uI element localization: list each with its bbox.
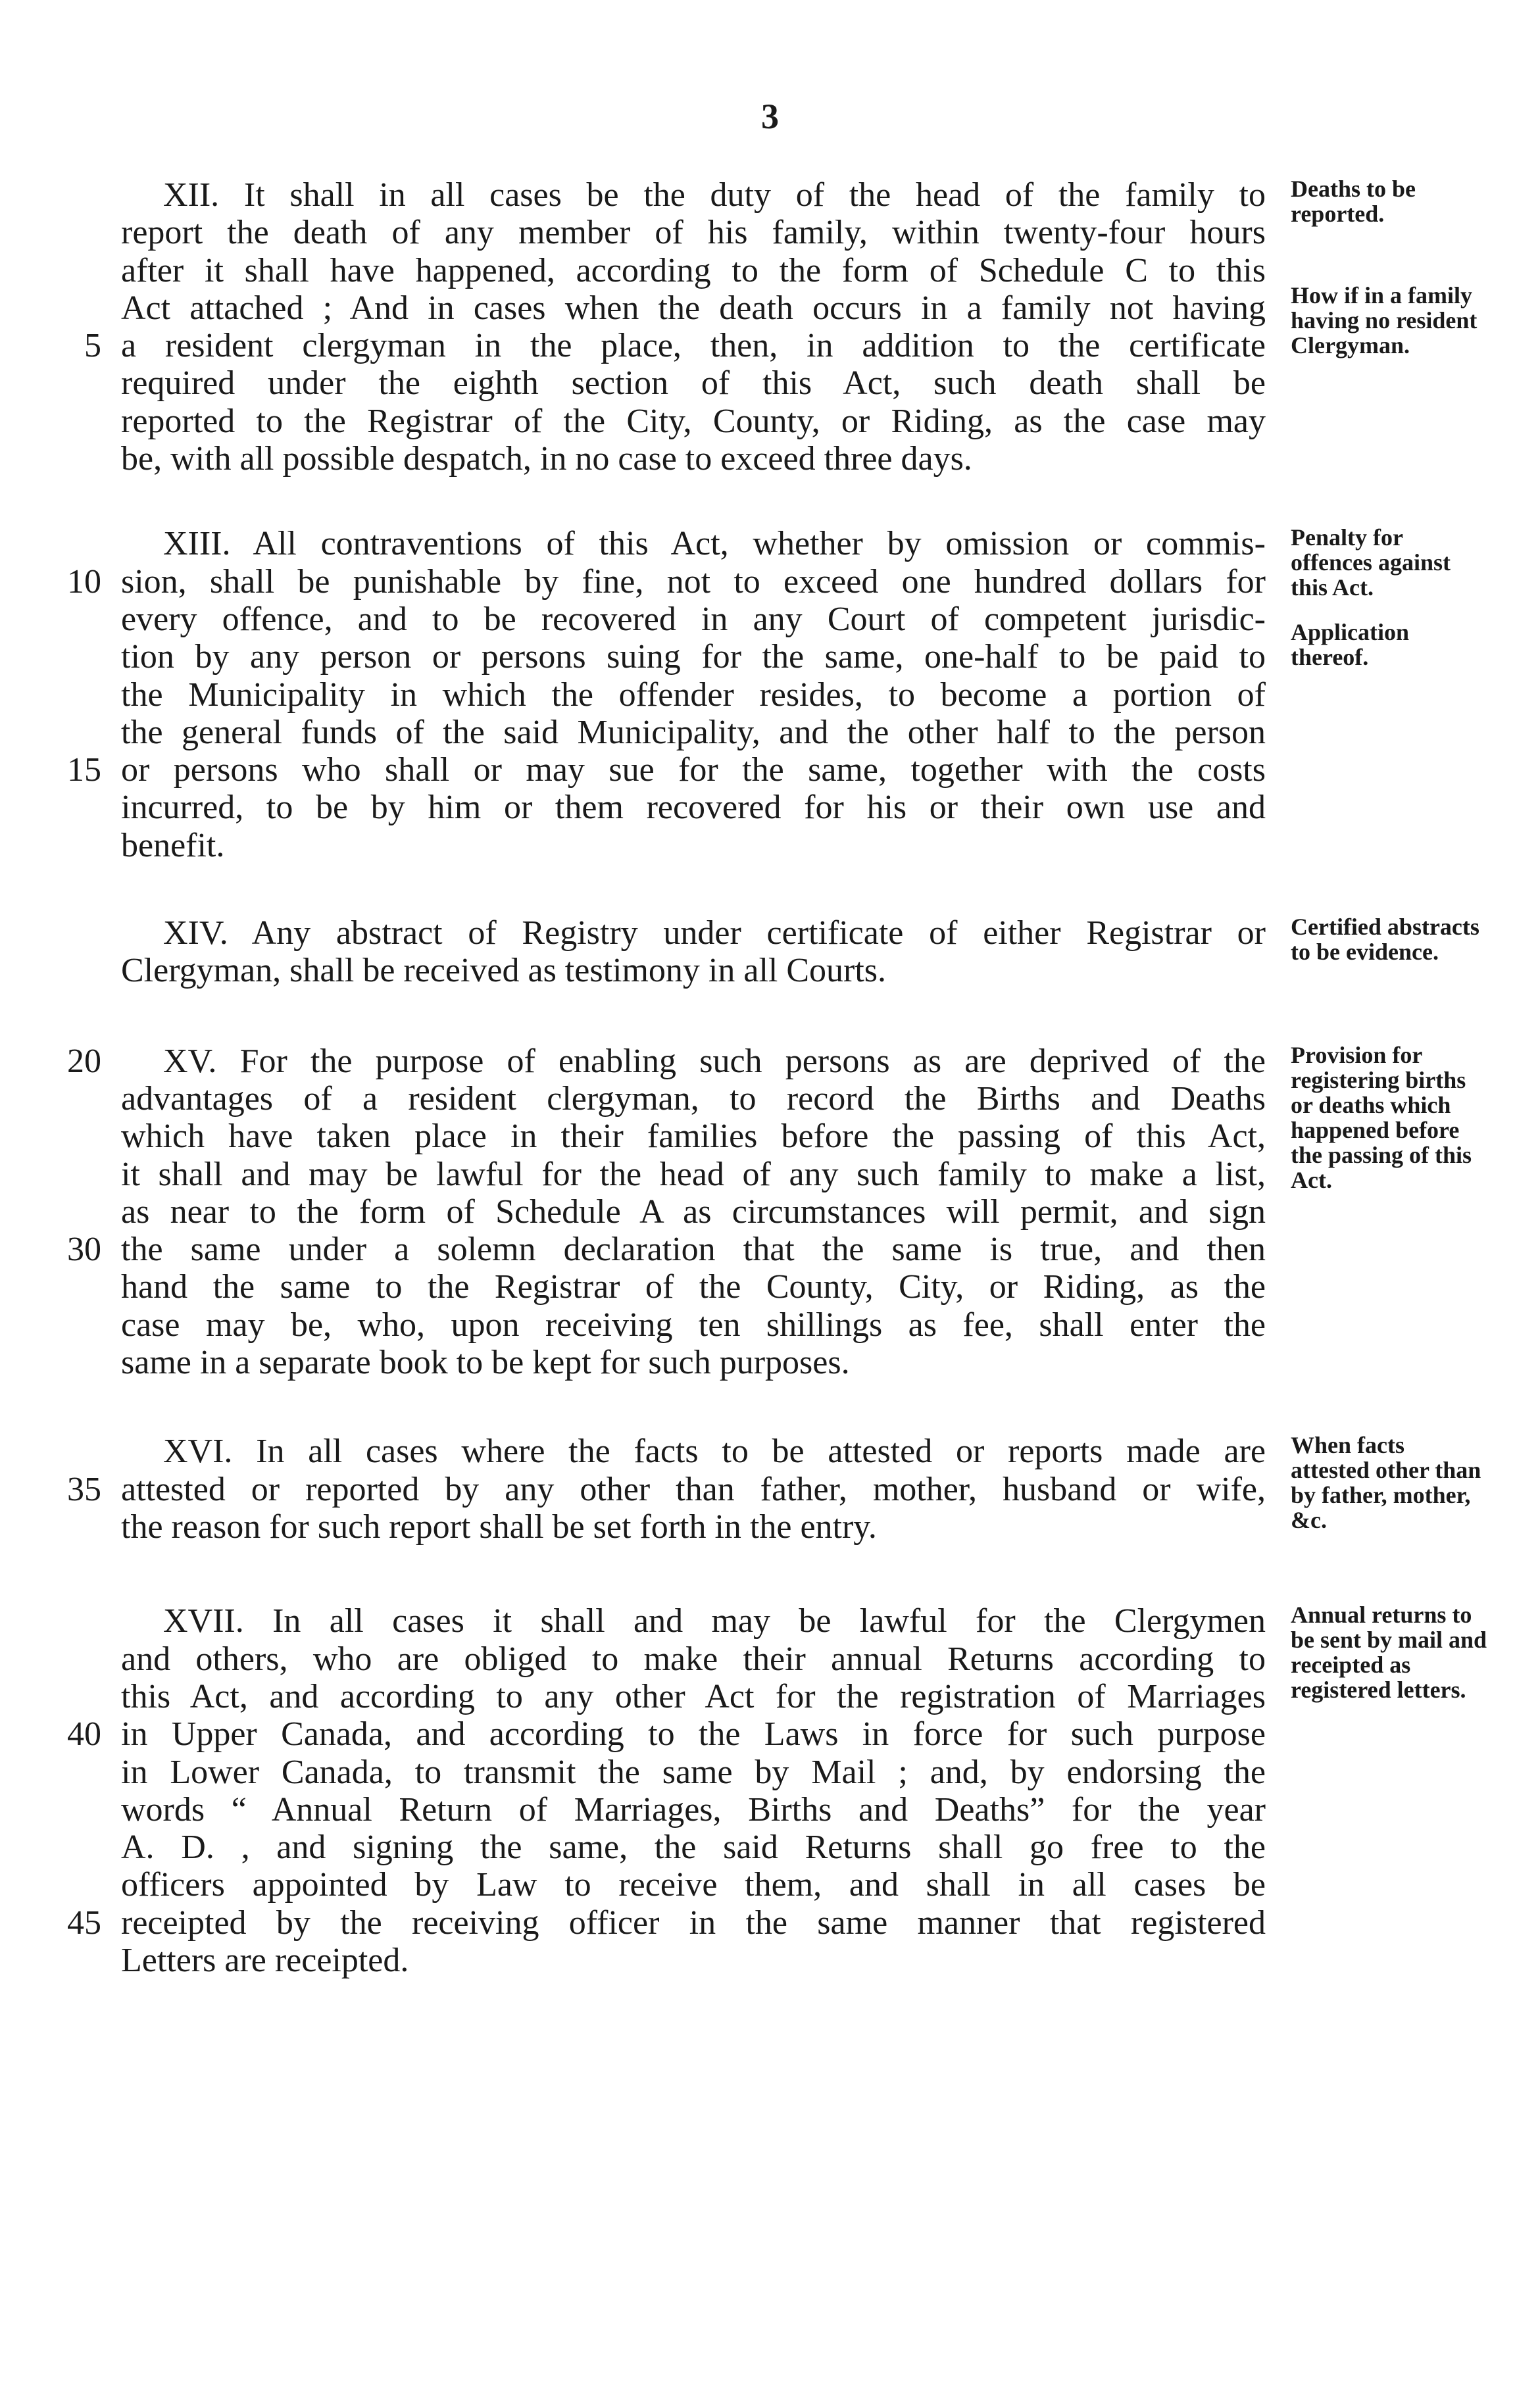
section-text xyxy=(67,1042,1266,1382)
marginal-note: Annual returns to be sent by mail and receipted as registered letters. xyxy=(1291,1602,1487,1704)
text-line: in Upper Canada, and according to the Laws in force for such purpose xyxy=(121,1715,1266,1754)
line-number: 40 xyxy=(67,1715,101,1754)
text-line: words “ Annual Return of Marriages, Births and Deaths” for the year xyxy=(121,1790,1266,1829)
line-number: 15 xyxy=(67,751,101,789)
text-line: tion by any person or persons suing for the same, one-half to be paid to xyxy=(121,638,1266,676)
text-line: same in a separate book to be kept for such purposes. xyxy=(121,1344,850,1382)
page-body xyxy=(67,176,1529,1979)
line-number: 45 xyxy=(67,1904,101,1942)
section-text xyxy=(67,525,1266,864)
text-line: XIV. Any abstract of Registry under certificate of either Registrar or xyxy=(163,914,1266,952)
text-line: XIII. All contraventions of this Act, whether by omission or commis- xyxy=(163,525,1266,563)
section-xiv xyxy=(121,914,1529,990)
section-xii xyxy=(84,176,1529,478)
text-line: required under the eighth section of this Act, such death shall be xyxy=(121,364,1266,403)
marginal-note: Certified abstracts to be evidence. xyxy=(1291,914,1479,966)
marginal-note: Application thereof. xyxy=(1291,619,1410,671)
text-line: incurred, to be by him or them recovered for his or their own use and xyxy=(121,789,1266,827)
text-line: after it shall have happened, according to the form of Schedule C to this xyxy=(121,251,1266,289)
marginal-note: Penalty for offences against this Act. xyxy=(1291,524,1451,601)
marginal-notes xyxy=(1291,525,1488,685)
marginal-notes xyxy=(1291,1602,1488,1718)
text-line: Act attached ; And in cases when the death occurs in a family not having xyxy=(121,289,1266,327)
text-line: this Act, and according to any other Act for the registration of Marriages xyxy=(121,1677,1266,1715)
text-line: A. D. , and signing the same, the said Returns shall go free to the xyxy=(121,1829,1266,1867)
section-xvi xyxy=(67,1432,1529,1548)
text-line: the Municipality in which the offender resides, to become a portion of xyxy=(121,676,1266,714)
section-xvii xyxy=(67,1602,1529,1979)
text-line: reported to the Registrar of the City, County, or Riding, as the case may xyxy=(121,402,1266,440)
text-line: officers appointed by Law to receive them, and shall in all cases be xyxy=(121,1866,1266,1904)
line-number: 35 xyxy=(67,1470,101,1508)
line-number: 20 xyxy=(67,1042,101,1080)
marginal-notes xyxy=(1291,1043,1488,1208)
line-number: 30 xyxy=(67,1231,101,1269)
text-line: benefit. xyxy=(121,826,225,864)
marginal-notes xyxy=(1291,1433,1488,1548)
text-line: the reason for such report shall be set forth in the entry. xyxy=(121,1508,877,1546)
text-line: in Lower Canada, to transmit the same by Mail ; and, by endorsing the xyxy=(121,1753,1266,1791)
text-line: be, with all possible despatch, in no case to exceed three days. xyxy=(121,440,972,478)
marginal-notes xyxy=(1291,914,1488,980)
text-line: sion, shall be punishable by fine, not to exceed one hundred dollars for xyxy=(121,562,1266,601)
text-line: it shall and may be lawful for the head of any such family to make a list, xyxy=(121,1155,1266,1193)
section-text xyxy=(67,1602,1266,1979)
text-line: XV. For the purpose of enabling such persons as are deprived of the xyxy=(163,1042,1266,1080)
text-line: XII. It shall in all cases be the duty of the head of the family to xyxy=(163,176,1266,214)
text-line: a resident clergyman in the place, then, in addition to the certificate xyxy=(121,327,1266,365)
text-line: Letters are receipted. xyxy=(121,1941,409,1979)
text-line: and others, who are obliged to make their annual Returns according to xyxy=(121,1640,1266,1678)
marginal-note: Deaths to be reported. xyxy=(1291,176,1416,227)
line-number: 10 xyxy=(67,562,101,601)
text-line: or persons who shall or may sue for the same, together with the costs xyxy=(121,751,1266,789)
text-line: which have taken place in their families before the passing of this Act, xyxy=(121,1118,1266,1156)
text-line: advantages of a resident clergyman, to record the Births and Deaths xyxy=(121,1079,1266,1118)
section-text xyxy=(67,1433,1266,1546)
text-line: hand the same to the Registrar of the County, City, or Riding, as the xyxy=(121,1268,1266,1306)
section-xiii xyxy=(67,524,1529,864)
text-line: the general funds of the said Municipality, and the other half to the person xyxy=(121,713,1266,751)
text-line: as near to the form of Schedule A as circumstances will permit, and sign xyxy=(121,1192,1266,1231)
marginal-note: How if in a family having no resident Clergyman. xyxy=(1291,282,1478,358)
text-line: Clergyman, shall be received as testimony in all Courts. xyxy=(121,952,887,990)
text-line: XVII. In all cases it shall and may be lawful for the Clergymen xyxy=(163,1602,1266,1640)
section-xv xyxy=(67,1041,1529,1382)
page-number: 3 xyxy=(761,97,779,136)
text-line: the same under a solemn declaration that the same is true, and then xyxy=(121,1231,1266,1269)
text-line: case may be, who, upon receiving ten shillings as fee, shall enter the xyxy=(121,1306,1266,1344)
text-line: receipted by the receiving officer in the same manner that registered xyxy=(121,1904,1266,1942)
section-text xyxy=(84,176,1266,478)
marginal-notes xyxy=(1291,176,1488,374)
line-number: 5 xyxy=(84,327,101,365)
section-text xyxy=(121,914,1266,990)
marginal-note: Provision for registering births or deaths which happened before the passing of this Act. xyxy=(1291,1041,1472,1193)
text-line: attested or reported by any other than father, mother, husband or wife, xyxy=(121,1470,1266,1508)
text-line: report the death of any member of his family, within twenty-four hours xyxy=(121,214,1266,252)
marginal-note: When facts attested other than by father, mother, &c. xyxy=(1291,1432,1481,1534)
text-line: XVI. In all cases where the facts to be attested or reports made are xyxy=(163,1433,1266,1471)
text-line: every offence, and to be recovered in any Court of competent jurisdic- xyxy=(121,600,1266,638)
